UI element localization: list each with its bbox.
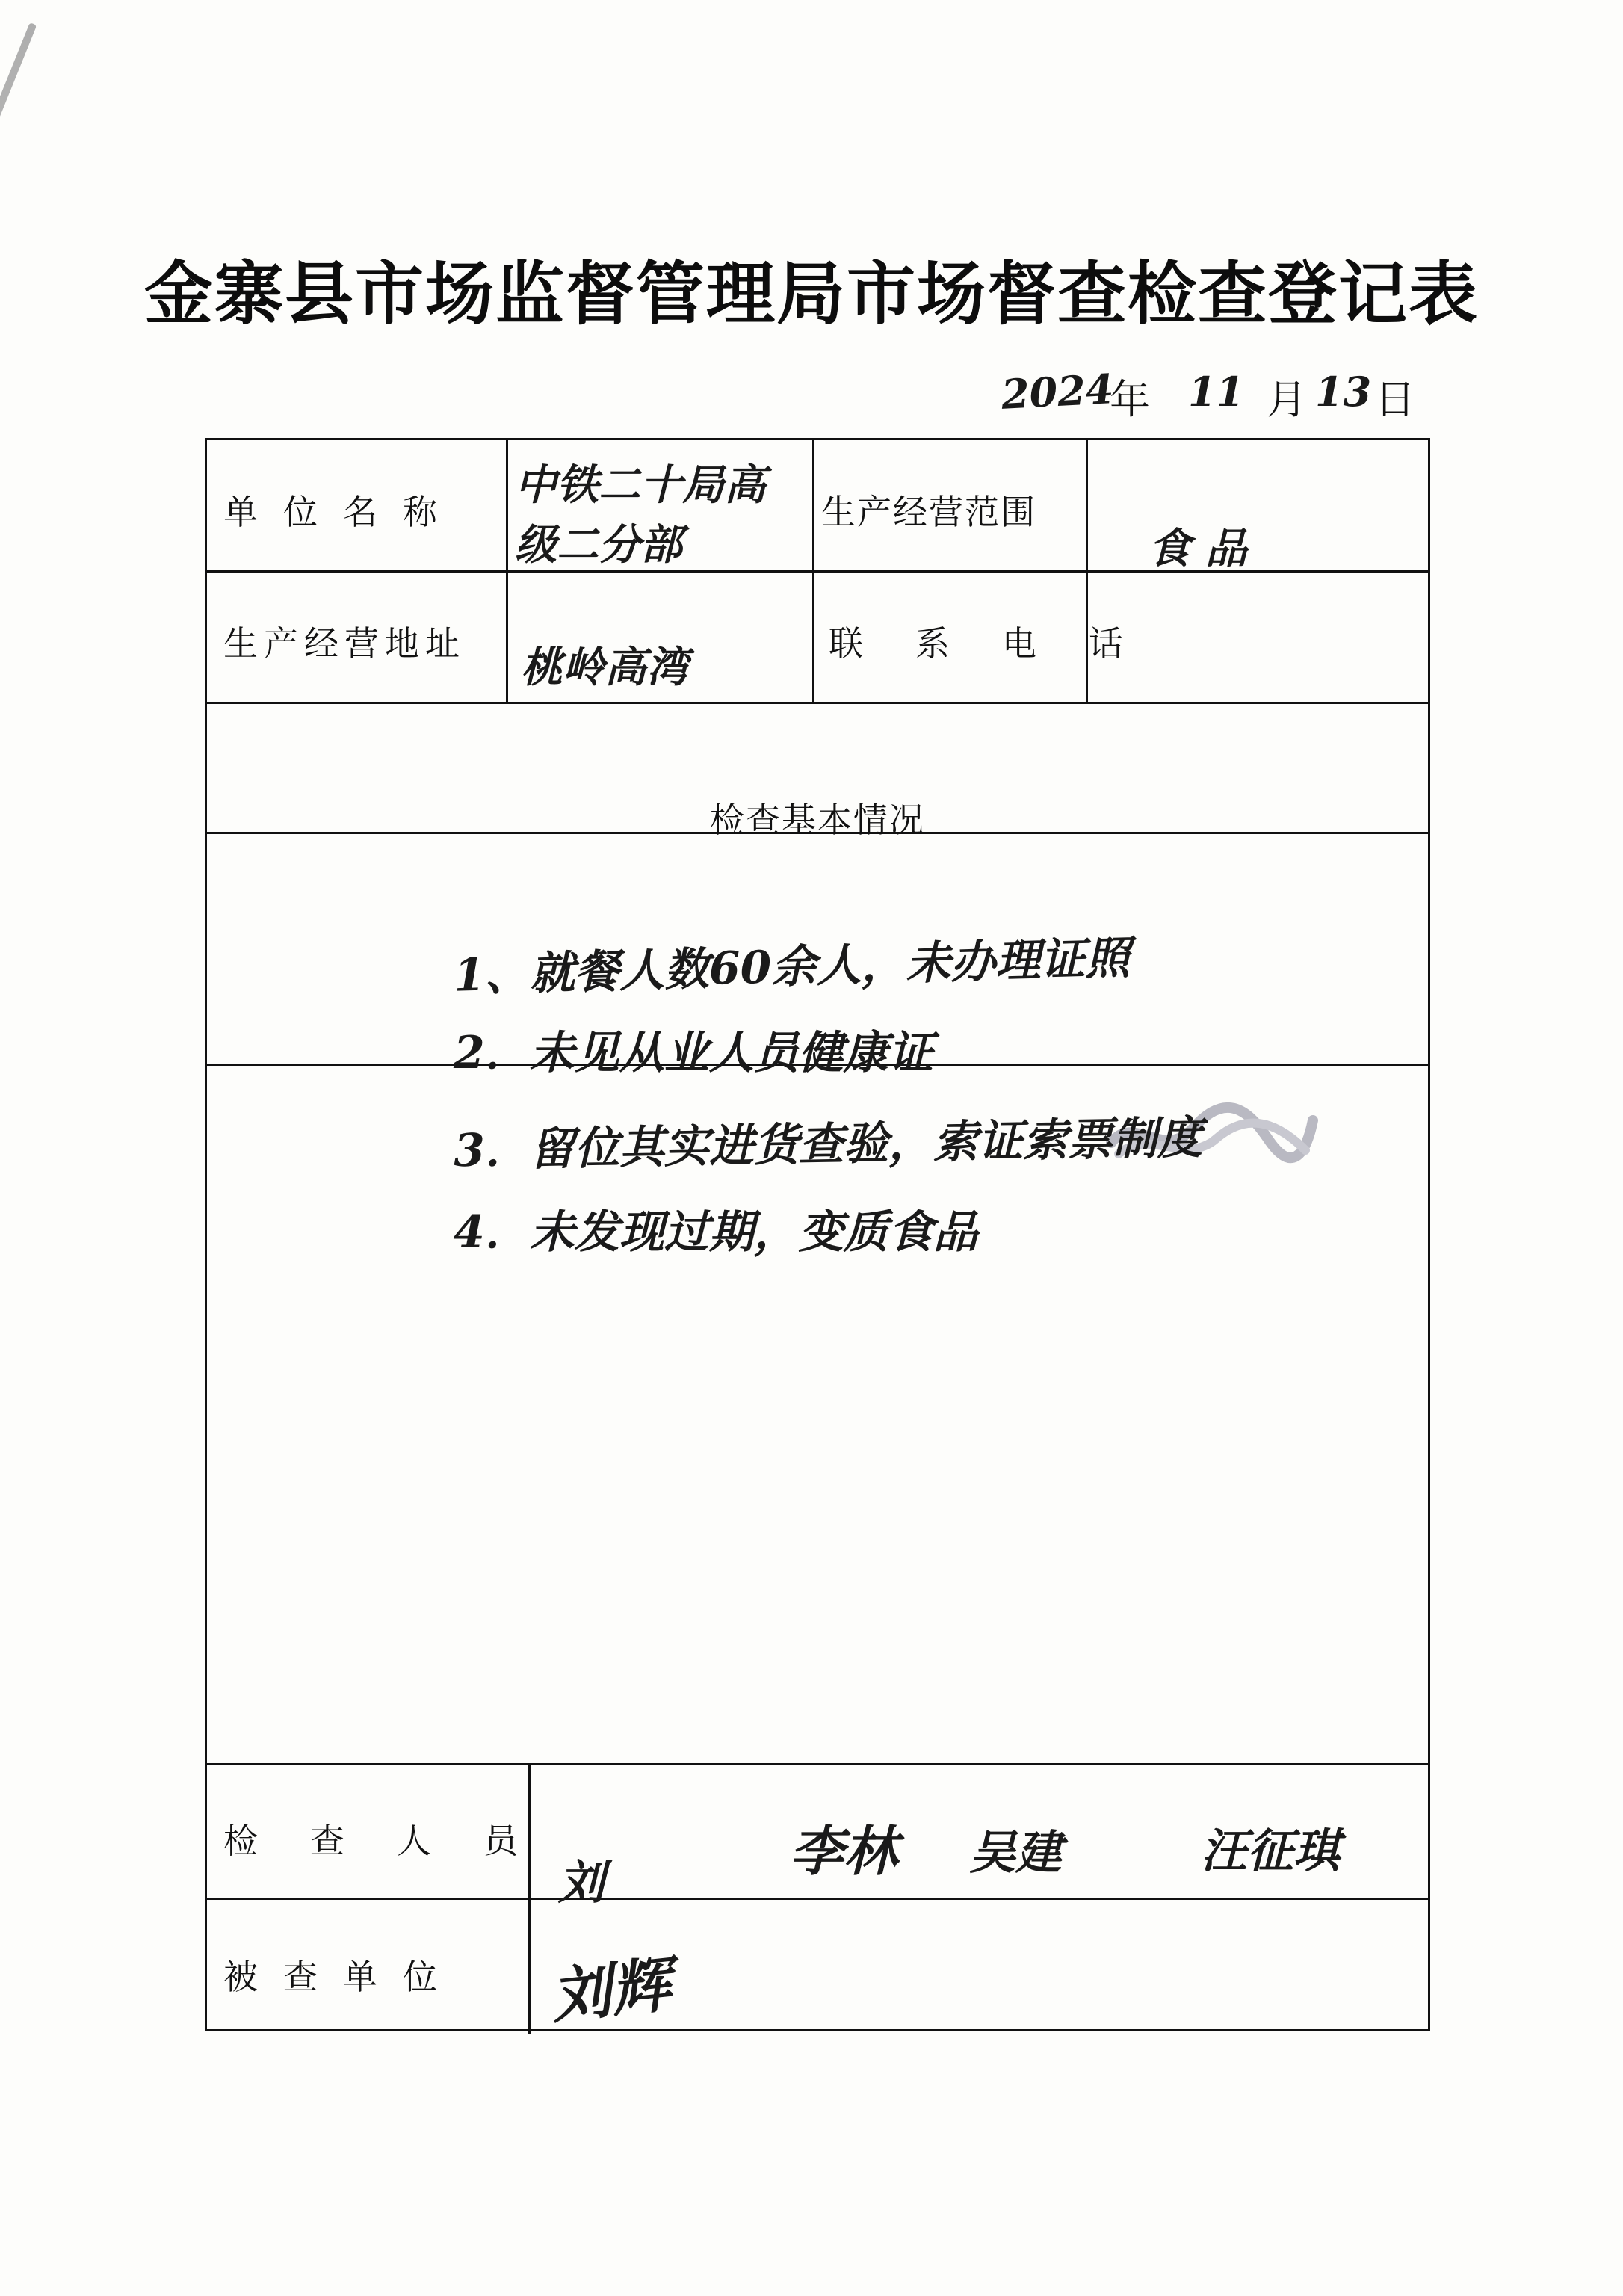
address-value: 桃岭高湾	[521, 643, 688, 692]
inspection-item: 4．未发现过期，变质食品	[454, 1206, 978, 1259]
inspection-heading: 检查基本情况	[710, 800, 925, 840]
page-title: 金寨县市场监督管理局市场督查检查登记表	[143, 253, 1479, 334]
phone-label: 联系电话	[829, 623, 1175, 664]
date-year-label: 年	[1110, 376, 1150, 423]
row-divider	[207, 1898, 1428, 1900]
inspected-unit-signature: 刘辉	[548, 1948, 675, 2032]
date-day-label: 日	[1375, 376, 1415, 423]
inspector-signature: 吴建	[969, 1825, 1063, 1880]
row-divider	[207, 1763, 1428, 1765]
inspector-signature: 刘	[558, 1855, 605, 1910]
row-divider	[207, 702, 1428, 704]
inspection-item: 2．未见从业人员健康证	[454, 1027, 933, 1079]
inspector-signature: 汪征琪	[1201, 1824, 1341, 1878]
col-divider	[506, 440, 508, 702]
inspection-form	[205, 438, 1430, 2031]
col-divider	[812, 440, 814, 702]
date-year: 2024	[1000, 365, 1115, 419]
business-scope-label: 生产经营范围	[821, 492, 1036, 532]
date-month: 11	[1188, 368, 1245, 416]
col-divider	[528, 1763, 531, 2034]
inspection-item: 3．留位其实进货查验，索证索票制度	[453, 1111, 1203, 1178]
inspection-items	[454, 919, 1410, 1277]
date-day: 13	[1315, 368, 1372, 416]
business-scope-value: 食品	[1149, 524, 1262, 573]
unit-name-label: 单位名称	[223, 492, 463, 532]
inspectors-label: 检查人员	[223, 1821, 570, 1861]
unit-name-value: 中铁二十局高级二分部	[515, 460, 766, 570]
date-month-label: 月	[1267, 376, 1307, 423]
inspected-unit-label: 被查单位	[223, 1957, 463, 1997]
inspector-signature: 李林	[790, 1819, 898, 1883]
date-line	[986, 365, 1415, 428]
inspection-item: 1、就餐人数60余人，未办理证照	[453, 932, 1131, 1002]
address-label: 生产经营地址	[223, 623, 466, 664]
